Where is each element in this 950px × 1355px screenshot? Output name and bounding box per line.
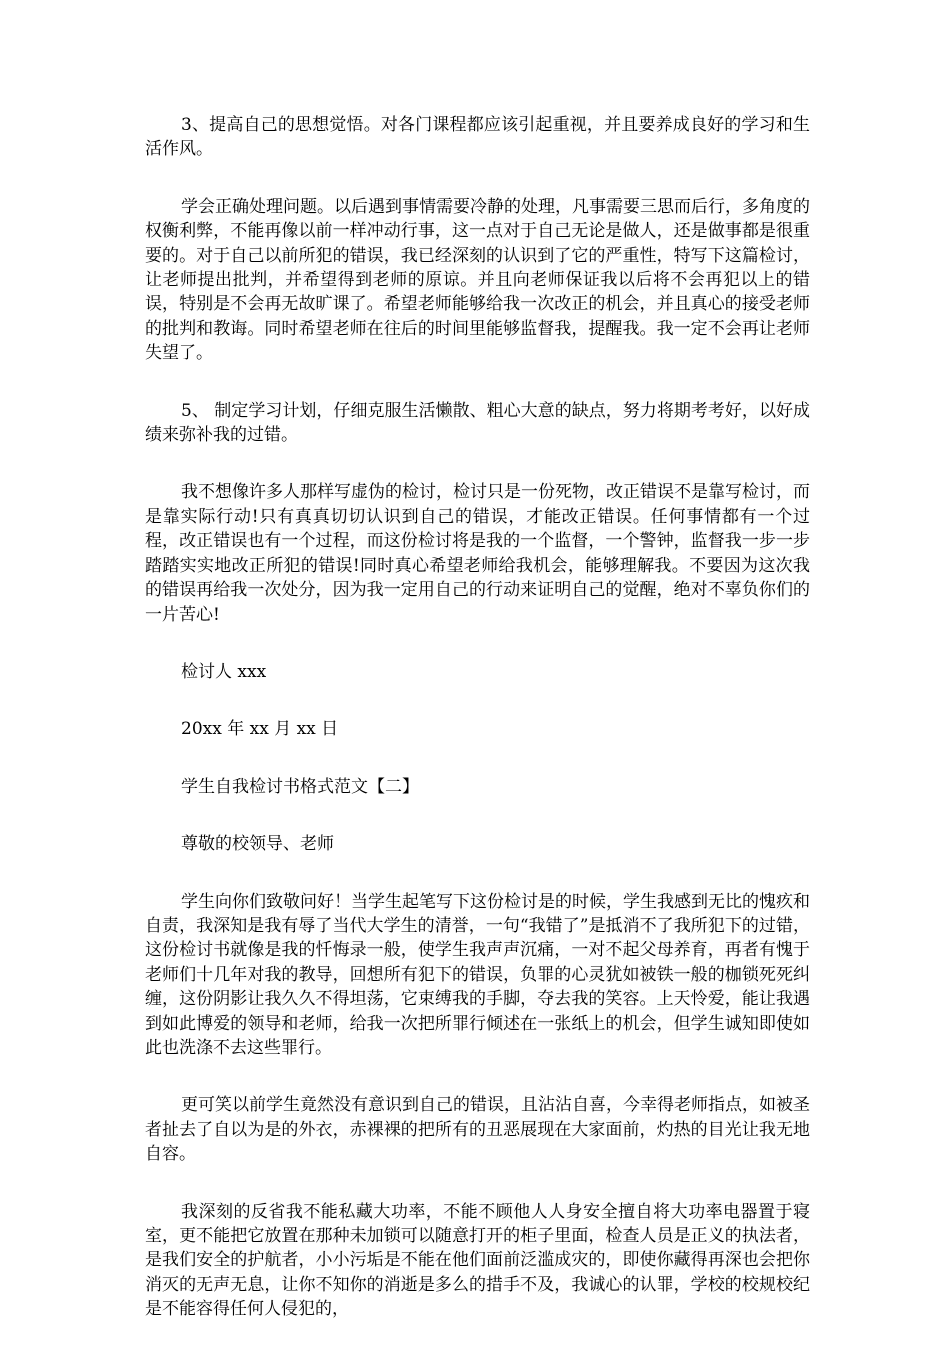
paragraph-handle-problems: 学会正确处理问题。以后遇到事情需要冷静的处理，凡事需要三思而后行，多角度的权衡利弊，不能再像以前一样冲动行事，这一点对于自己无论是做人，还是做事都是很重要的。对于自己以前所犯的错误，我已经深刻的认识到了它的严重性，特写下这篇检讨，让老师提出批判，并希望得到老师的原谅。并且向老师保证我以后将不会再犯以上的错误，特别是不会再无故旷课了。希望老师能够给我一次改正的机会，并且真心的接受老师的批判和教诲。同时希望老师在往后的时间里能够监督我，提醒我。我一定不会再让老师失望了。 — [145, 196, 810, 364]
paragraph-item-3: 3、提高自己的思想觉悟。对各门课程都应该引起重视，并且要养成良好的学习和生活作风。 — [145, 115, 810, 160]
paragraph-reflection: 我深刻的反省我不能私藏大功率，不能不顾他人人身安全擅自将大功率电器置于寝室，更不能把它放置在那种未加锁可以随意打开的柜子里面，检查人员是正义的执法者，是我们安全的护航者，小小污垢是不能在他们面前泛滥成灾的，即使你藏得再深也会把你消灭的无声无息，让你不知你的消逝是多么的措手不及，我诚心的认罪，学校的校规校纪是不能容得任何人侵犯的， — [145, 1201, 810, 1320]
date-line: 20xx 年 xx 月 xx 日 — [181, 719, 339, 740]
document-body — [145, 113, 810, 1355]
signature-line: 检讨人 xxx — [181, 661, 267, 682]
paragraph-no-hypocrisy: 我不想像许多人那样写虚伪的检讨，检讨只是一份死物，改正错误不是靠写检讨，而是靠实际行动!只有真真切切认识到自己的错误，才能改正错误。任何事情都有一个过程，改正错误也有一个过程，而这份检讨将是我的一个监督，一个警钟，监督我一步一步踏踏实实地改正所犯的错误!同时真心希望老师给我机会，能够理解我。不要因为这次我的错误再给我一次处分，因为我一定用自己的行动来证明自己的觉醒，绝对不辜负你们的一片苦心! — [145, 482, 810, 625]
section-heading: 学生自我检讨书格式范文【二】 — [181, 776, 419, 797]
salutation: 尊敬的校领导、老师 — [181, 834, 334, 855]
paragraph-realization: 更可笑以前学生竟然没有意识到自己的错误，且沾沾自喜，今幸得老师指点，如被圣者扯去了自以为是的外衣，赤裸裸的把所有的丑恶展现在大家面前，灼热的目光让我无地自容。 — [145, 1095, 810, 1165]
paragraph-greeting: 学生向你们致敬问好！当学生起笔写下这份检讨是的时候，学生我感到无比的愧疚和自责，我深知是我有辱了当代大学生的清誉，一句“我错了”是抵消不了我所犯下的过错，这份检讨书就像是我的忏悔录一般，使学生我声声沉痛，一对不起父母养育，再者有愧于老师们十几年对我的教导，回想所有犯下的错误，负罪的心灵犹如被铁一般的枷锁死死纠缠，这份阴影让我久久不得坦荡，它束缚我的手脚，夺去我的笑容。上天怜爱，能让我遇到如此博爱的领导和老师，给我一次把所罪行倾述在一张纸上的机会，但学生诚知即使如此也洗涤不去这些罪行。 — [145, 891, 810, 1058]
paragraph-item-5: 5、 制定学习计划，仔细克服生活懒散、粗心大意的缺点，努力将期考考好，以好成绩来弥补我的过错。 — [145, 400, 810, 446]
